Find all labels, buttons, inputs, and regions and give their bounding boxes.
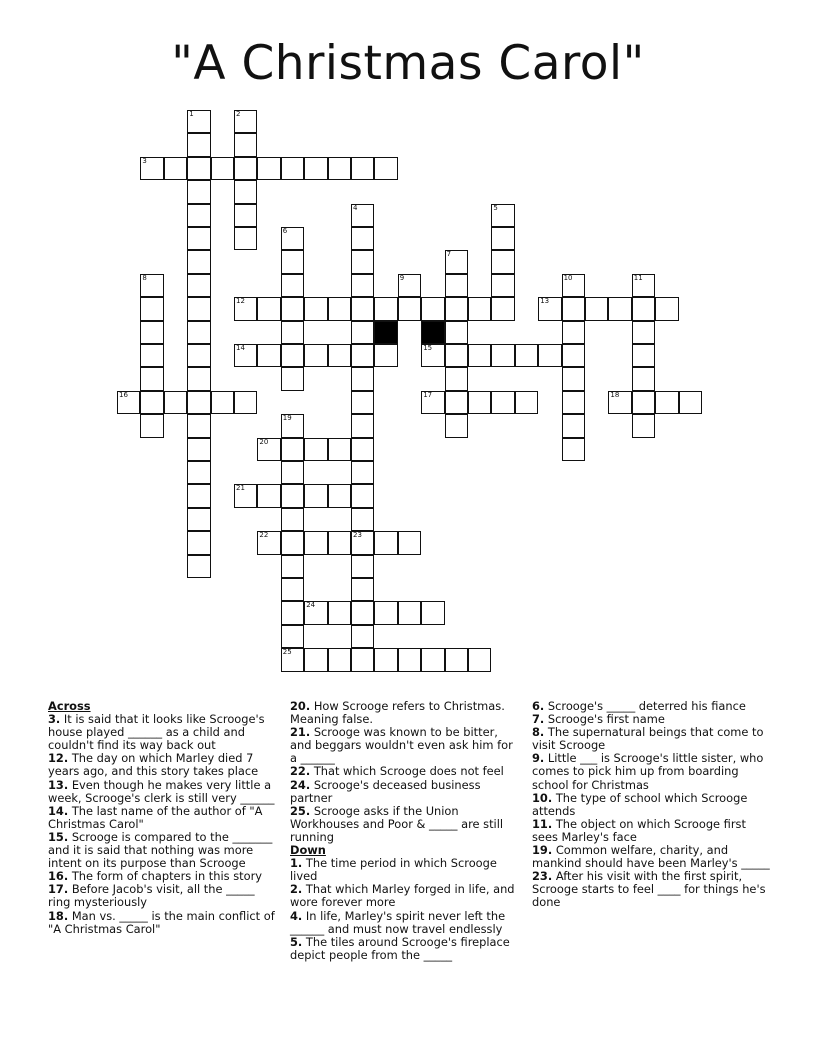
grid-cell[interactable]: [351, 625, 374, 648]
grid-cell[interactable]: [304, 648, 327, 671]
grid-cell[interactable]: [234, 204, 257, 227]
grid-cell[interactable]: [632, 367, 655, 390]
clue-across-22: 22. That which Scrooge does not feel: [290, 764, 504, 779]
grid-cell[interactable]: [632, 344, 655, 367]
clue-across-17: 17. Before Jacob's visit, all the _____ ring mysteriously: [48, 882, 255, 910]
clue-down-5: 5. The tiles around Scrooge's fireplace depict people from the _____: [290, 934, 510, 962]
grid-cell[interactable]: [234, 391, 257, 414]
clues-column-1: [48, 700, 280, 936]
grid-cell[interactable]: [281, 344, 304, 367]
clue-number: 19: [282, 414, 292, 423]
grid-cell[interactable]: [257, 484, 280, 507]
grid-cell[interactable]: [281, 227, 304, 250]
clue-number: 10: [563, 273, 573, 282]
clue-across-13: 13. Even though he makes very little a week, Scrooge's clerk is still very ______: [48, 777, 275, 805]
grid-cell[interactable]: [140, 157, 163, 180]
clue-down-4: 4. In life, Marley's spirit never left the ______ and must now travel endlessly: [290, 908, 506, 936]
grid-cell[interactable]: [491, 227, 514, 250]
blocked-cell: [421, 321, 444, 344]
clue-down-8: 8. The supernatural beings that come to visit Scrooge: [532, 725, 764, 753]
grid-cell[interactable]: [632, 414, 655, 437]
clue-across-20: 20. How Scrooge refers to Christmas. Meaning false.: [290, 699, 505, 727]
grid-cell[interactable]: [491, 297, 514, 320]
grid-cell[interactable]: [445, 367, 468, 390]
clue-across-25: 25. Scrooge asks if the Union Workhouses and Poor & _____ are still running: [290, 803, 504, 844]
clue-down-23: 23. After his visit with the first spirit, Scrooge starts to feel ____ for things he's done: [532, 869, 766, 910]
clue-across-15: 15. Scrooge is compared to the _______ and it is said that nothing was more intent on its purpose than Scrooge: [48, 829, 273, 871]
grid-cell[interactable]: [328, 601, 351, 624]
grid-cell[interactable]: [328, 484, 351, 507]
grid-cell[interactable]: [374, 531, 397, 554]
grid-cell[interactable]: [234, 157, 257, 180]
clue-number: 24: [306, 601, 316, 610]
grid-cell[interactable]: [562, 414, 585, 437]
grid-cell[interactable]: [585, 297, 608, 320]
grid-cell[interactable]: [187, 297, 210, 320]
clue-down-10: 10. The type of school which Scrooge attends: [532, 790, 748, 818]
clue-across-14: 14. The last name of the author of "A Christmas Carol": [48, 803, 263, 831]
grid-cell[interactable]: [304, 297, 327, 320]
grid-cell[interactable]: [351, 461, 374, 484]
grid-cell[interactable]: [187, 484, 210, 507]
grid-cell[interactable]: [515, 391, 538, 414]
grid-cell[interactable]: [187, 110, 210, 133]
clue-down-7: 7. Scrooge's first name: [532, 712, 665, 727]
grid-cell[interactable]: [234, 180, 257, 203]
grid-cell[interactable]: [234, 484, 257, 507]
grid-cell[interactable]: [281, 601, 304, 624]
grid-cell[interactable]: [257, 438, 280, 461]
grid-cell[interactable]: [632, 297, 655, 320]
grid-cell[interactable]: [374, 157, 397, 180]
grid-cell[interactable]: [281, 250, 304, 273]
grid-cell[interactable]: [234, 110, 257, 133]
grid-cell[interactable]: [187, 180, 210, 203]
grid-cell[interactable]: [351, 250, 374, 273]
clue-number: 17: [423, 390, 433, 399]
clue-number: 21: [236, 484, 245, 493]
grid-cell[interactable]: [562, 438, 585, 461]
grid-cell[interactable]: [281, 438, 304, 461]
clue-number: 4: [353, 203, 358, 212]
grid-cell[interactable]: [421, 344, 444, 367]
grid-cell[interactable]: [304, 344, 327, 367]
grid-cell[interactable]: [562, 321, 585, 344]
grid-cell[interactable]: [562, 297, 585, 320]
grid-cell[interactable]: [140, 274, 163, 297]
clue-number: 8: [142, 273, 147, 282]
grid-cell[interactable]: [632, 391, 655, 414]
clue-across-16: 16. The form of chapters in this story: [48, 869, 263, 884]
grid-cell[interactable]: [164, 391, 187, 414]
grid-cell[interactable]: [187, 531, 210, 554]
grid-cell[interactable]: [398, 531, 421, 554]
clue-number: 13: [540, 297, 550, 306]
grid-cell[interactable]: [491, 344, 514, 367]
grid-cell[interactable]: [351, 484, 374, 507]
grid-cell[interactable]: [140, 414, 163, 437]
grid-cell[interactable]: [281, 578, 304, 601]
grid-cell[interactable]: [187, 274, 210, 297]
grid-cell[interactable]: [187, 461, 210, 484]
grid-cell[interactable]: [140, 367, 163, 390]
clue-number: 5: [493, 203, 498, 212]
grid-cell[interactable]: [281, 297, 304, 320]
clue-across-3: 3. It is said that it looks like Scrooge's house played ______ as a child and couldn't find its way back out: [48, 712, 265, 753]
grid-cell[interactable]: [468, 344, 491, 367]
clue-number: 15: [423, 344, 433, 352]
grid-cell[interactable]: [257, 157, 280, 180]
grid-cell[interactable]: [608, 297, 631, 320]
grid-cell[interactable]: [281, 625, 304, 648]
grid-cell[interactable]: [187, 438, 210, 461]
clue-number: 2: [236, 110, 241, 118]
grid-cell[interactable]: [187, 157, 210, 180]
grid-cell[interactable]: [328, 344, 351, 367]
grid-cell[interactable]: [632, 274, 655, 297]
grid-cell[interactable]: [655, 391, 678, 414]
grid-cell[interactable]: [211, 157, 234, 180]
grid-cell[interactable]: [445, 250, 468, 273]
grid-cell[interactable]: [351, 321, 374, 344]
grid-cell[interactable]: [398, 601, 421, 624]
grid-cell[interactable]: [562, 274, 585, 297]
grid-cell[interactable]: [117, 391, 140, 414]
grid-cell[interactable]: [304, 157, 327, 180]
grid-cell[interactable]: [304, 531, 327, 554]
clue-number: 1: [189, 110, 194, 118]
grid-cell[interactable]: [351, 367, 374, 390]
grid-cell[interactable]: [140, 391, 163, 414]
grid-cell[interactable]: [468, 648, 491, 671]
grid-cell[interactable]: [281, 321, 304, 344]
grid-cell[interactable]: [515, 344, 538, 367]
clue-number: 7: [446, 250, 452, 259]
clue-number: 14: [236, 344, 245, 352]
clue-across-24: 24. Scrooge's deceased business partner: [290, 777, 481, 805]
grid-cell[interactable]: [281, 157, 304, 180]
grid-cell[interactable]: [187, 227, 210, 250]
grid-cell[interactable]: [187, 250, 210, 273]
grid-cell[interactable]: [421, 648, 444, 671]
clue-number: 12: [236, 297, 245, 306]
down-heading: Down: [290, 843, 326, 858]
grid-cell[interactable]: [281, 367, 304, 390]
grid-cell[interactable]: [679, 391, 702, 414]
grid-cell[interactable]: [187, 344, 210, 367]
grid-cell[interactable]: [421, 391, 444, 414]
clue-number: 11: [633, 273, 643, 282]
grid-cell[interactable]: [374, 648, 397, 671]
grid-cell[interactable]: [234, 297, 257, 320]
grid-cell[interactable]: [187, 367, 210, 390]
grid-cell[interactable]: [491, 250, 514, 273]
grid-cell[interactable]: [351, 508, 374, 531]
grid-cell[interactable]: [351, 274, 374, 297]
grid-cell[interactable]: [351, 204, 374, 227]
clue-across-21: 21. Scrooge was known to be bitter, and beggars wouldn't even ask him for a ______: [290, 725, 513, 766]
grid-cell[interactable]: [328, 157, 351, 180]
grid-cell[interactable]: [281, 555, 304, 578]
grid-cell[interactable]: [374, 344, 397, 367]
grid-cell[interactable]: [351, 297, 374, 320]
grid-cell[interactable]: [351, 578, 374, 601]
grid-cell[interactable]: [187, 321, 210, 344]
grid-cell[interactable]: [351, 555, 374, 578]
grid-cell[interactable]: [281, 531, 304, 554]
clue-down-11: 11. The object on which Scrooge first sees Marley's face: [532, 816, 746, 844]
grid-cell[interactable]: [304, 601, 327, 624]
grid-cell[interactable]: [468, 391, 491, 414]
clue-down-19: 19. Common welfare, charity, and mankind should have been Marley's _____: [532, 843, 770, 871]
grid-cell[interactable]: [187, 555, 210, 578]
grid-cell[interactable]: [491, 274, 514, 297]
grid-cell[interactable]: [257, 297, 280, 320]
grid-cell[interactable]: [562, 367, 585, 390]
grid-cell[interactable]: [304, 484, 327, 507]
grid-cell[interactable]: [632, 321, 655, 344]
grid-cell[interactable]: [445, 414, 468, 437]
grid-cell[interactable]: [234, 133, 257, 156]
grid-cell[interactable]: [328, 297, 351, 320]
grid-cell[interactable]: [234, 227, 257, 250]
clue-number: 6: [282, 227, 288, 235]
grid-cell[interactable]: [140, 297, 163, 320]
clue-number: 20: [259, 437, 269, 446]
grid-cell[interactable]: [374, 297, 397, 320]
clue-down-1: 1. The time period in which Scrooge lived: [290, 856, 497, 884]
clue-down-9: 9. Little ___ is Scrooge's little sister, who comes to pick him up from boarding school for Christmas: [532, 751, 764, 792]
grid-cell[interactable]: [655, 297, 678, 320]
grid-cell[interactable]: [140, 321, 163, 344]
clue-number: 9: [399, 273, 405, 282]
grid-cell[interactable]: [164, 157, 187, 180]
grid-cell[interactable]: [281, 414, 304, 437]
grid-cell[interactable]: [398, 297, 421, 320]
grid-cell[interactable]: [351, 391, 374, 414]
grid-cell[interactable]: [351, 531, 374, 554]
grid-cell[interactable]: [608, 391, 631, 414]
clue-down-6: 6. Scrooge's _____ deterred his fiance: [532, 699, 746, 713]
grid-cell[interactable]: [328, 438, 351, 461]
grid-cell[interactable]: [351, 414, 374, 437]
grid-cell[interactable]: [445, 344, 468, 367]
clue-down-2: 2. That which Marley forged in life, and wore forever more: [290, 882, 515, 910]
grid-cell[interactable]: [281, 461, 304, 484]
clue-number: 18: [610, 390, 620, 399]
grid-cell[interactable]: [421, 601, 444, 624]
grid-cell[interactable]: [328, 531, 351, 554]
grid-cell[interactable]: [491, 204, 514, 227]
blocked-cell: [374, 321, 397, 344]
grid-cell[interactable]: [187, 133, 210, 156]
grid-cell[interactable]: [445, 274, 468, 297]
grid-cell[interactable]: [187, 508, 210, 531]
grid-cell[interactable]: [351, 157, 374, 180]
grid-cell[interactable]: [351, 438, 374, 461]
grid-cell[interactable]: [421, 297, 444, 320]
grid-cell[interactable]: [187, 414, 210, 437]
grid-cell[interactable]: [281, 648, 304, 671]
page-title: "A Christmas Carol": [171, 36, 645, 91]
grid-cell[interactable]: [445, 297, 468, 320]
grid-cell[interactable]: [562, 391, 585, 414]
grid-cell[interactable]: [562, 344, 585, 367]
clue-number: 23: [353, 531, 362, 540]
grid-cell[interactable]: [445, 648, 468, 671]
clue-number: 25: [282, 648, 292, 657]
grid-cell[interactable]: [187, 204, 210, 227]
across-heading: Across: [48, 699, 91, 713]
grid-cell[interactable]: [351, 344, 374, 367]
grid-cell[interactable]: [538, 297, 561, 320]
grid-cell[interactable]: [445, 391, 468, 414]
grid-cell[interactable]: [351, 227, 374, 250]
grid-cell[interactable]: [281, 274, 304, 297]
clue-across-12: 12. The day on which Marley died 7 years ago, and this story takes place: [48, 751, 259, 779]
clue-number: 22: [259, 531, 269, 540]
grid-cell[interactable]: [398, 648, 421, 671]
grid-cell[interactable]: [257, 344, 280, 367]
grid-cell[interactable]: [281, 508, 304, 531]
grid-cell[interactable]: [304, 438, 327, 461]
grid-cell[interactable]: [351, 648, 374, 671]
grid-cell[interactable]: [257, 531, 280, 554]
grid-cell[interactable]: [328, 648, 351, 671]
clues-column-2: [290, 700, 522, 962]
grid-cell[interactable]: [374, 601, 397, 624]
grid-cell[interactable]: [140, 344, 163, 367]
grid-cell[interactable]: [468, 297, 491, 320]
clue-across-18: 18. Man vs. _____ is the main conflict of "A Christmas Carol": [48, 908, 275, 936]
clues-column-3: [532, 700, 772, 910]
clue-number: 16: [119, 390, 128, 399]
grid-cell[interactable]: [351, 601, 374, 624]
grid-cell[interactable]: [234, 344, 257, 367]
grid-cell[interactable]: [491, 391, 514, 414]
grid-cell[interactable]: [398, 274, 421, 297]
grid-cell[interactable]: [281, 484, 304, 507]
clue-number: 3: [142, 156, 147, 165]
grid-cell[interactable]: [211, 391, 234, 414]
grid-cell[interactable]: [538, 344, 561, 367]
grid-cell[interactable]: [187, 391, 210, 414]
grid-cell[interactable]: [445, 321, 468, 344]
